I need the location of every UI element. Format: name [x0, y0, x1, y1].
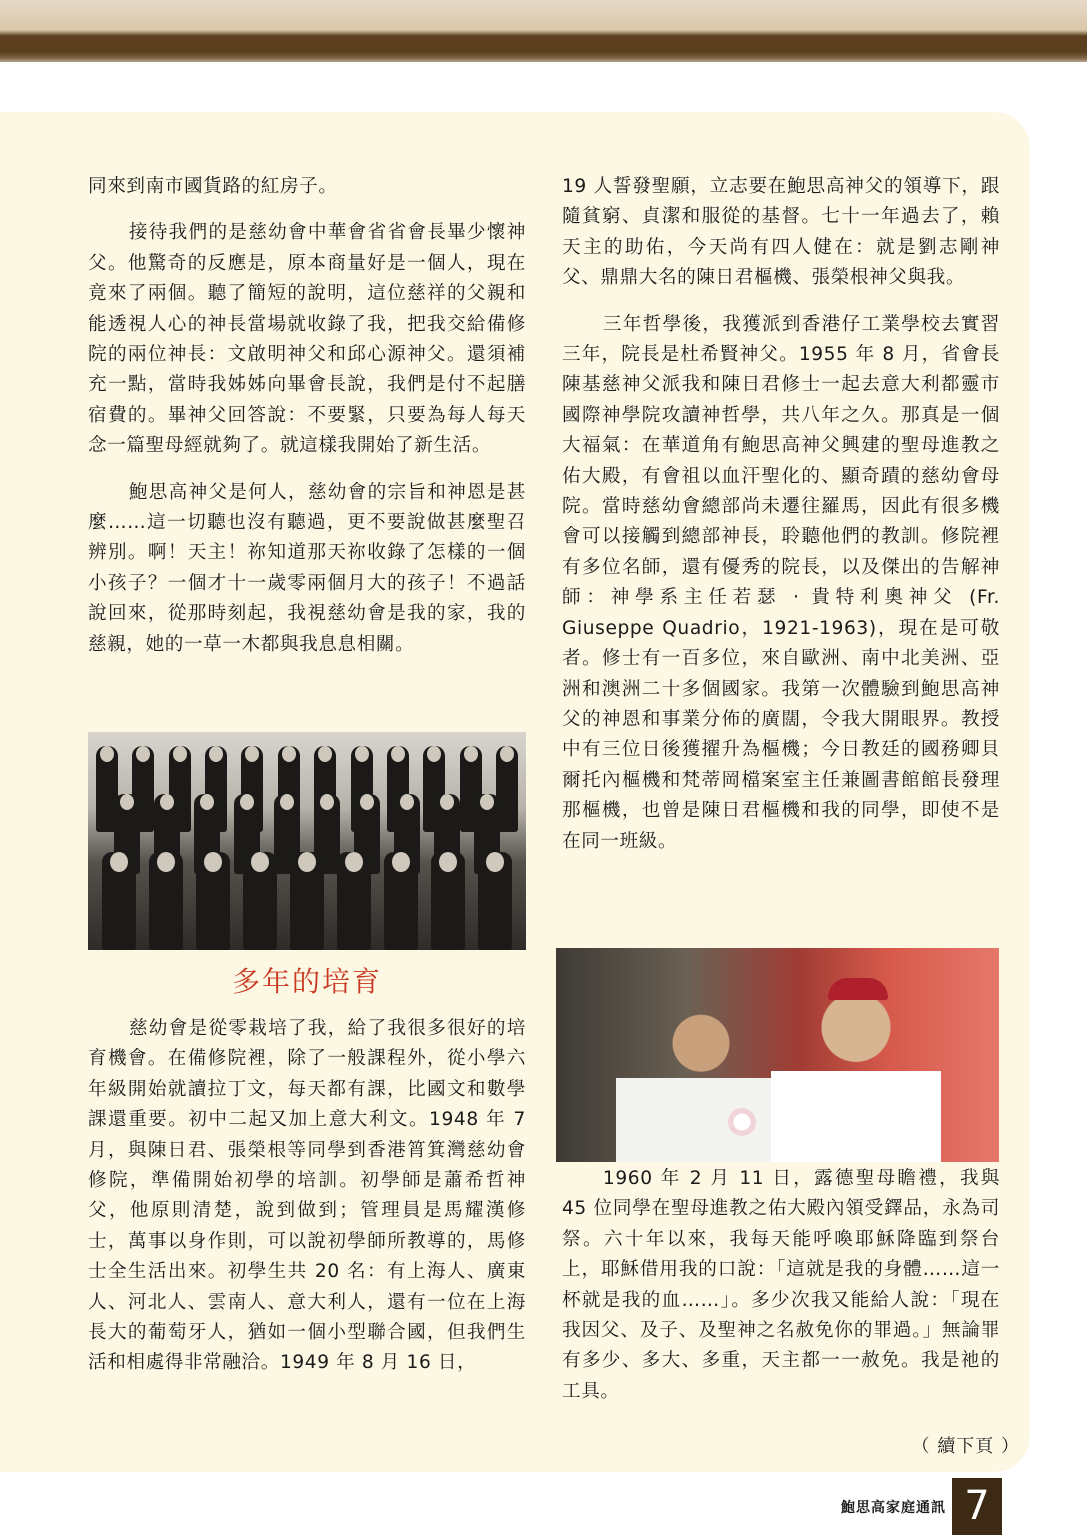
- cardinal-figure: [771, 983, 941, 1162]
- paragraph: 三年哲學後，我獲派到香港仔工業學校去實習三年，院長是杜希賢神父。1955 年 8 月，省會長陳基慈神父派我和陳日君修士一起去意大利都靈市國際神學院攻讀神哲學，共八年之久。那真是一個大福氣：在華道角有鮑思高神父興建的聖母進教之佑大殿，有會祖以血汗聖化的、顯奇蹟的慈幼會母院。當時慈幼會總部尚未遷往羅馬，因此有很多機會可以接觸到總部神長，聆聽他們的教訓。修院裡有多位名師，還有優秀的院長，以及傑出的告解神師：神學系主任若瑟 ‧ 貴特利奧神父 (Fr. Giuseppe Quadrio，1921-1963)，現在是可敬者。修士有一百多位，來自歐洲、南中北美洲、亞洲和澳洲二十多個國家。我第一次體驗到鮑思高神父的神恩和事業分佈的廣闊，令我大開眼界。教授中有三位日後獲擢升為樞機；今日教廷的國務卿貝爾托內樞機和梵蒂岡檔案室主任兼圖書館館長發理那樞機，也曾是陳日君樞機和我的同學，即使不是在同一班級。: [562, 313, 1000, 852]
- continued-note: （ 續下頁 ）: [911, 1436, 1020, 1457]
- ceremony-photo: [556, 948, 999, 1162]
- header-bar: [0, 0, 1087, 62]
- paragraph: 同來到南市國貨路的紅房子。: [88, 176, 338, 197]
- photo-front-row: [102, 852, 512, 950]
- paragraph: 慈幼會是從零栽培了我，給了我很多很好的培育機會。在備修院裡，除了一般課程外，從小學六年級開始就讀拉丁文，每天都有課，比國文和數學課還重要。初中二起又加上意大利文。1948 年 7 月，與陳日君、張榮根等同學到香港筲箕灣慈幼會修院，準備開始初學的培訓。初學師是蕭希哲神父，他原則清楚，說到做到；管理員是馬耀漢修士，萬事以身作則，可以說初學師所教導的，馬修士全生活出來。初學生共 20 名：有上海人、廣東人、河北人、雲南人、意大利人，還有一位在上海長大的葡萄牙人，猶如一個小型聯合國，但我們生活和相處得非常融洽。1949 年 8 月 16 日，: [88, 1018, 526, 1374]
- paragraph: 鮑思高神父是何人，慈幼會的宗旨和神恩是甚麼……這一切聽也沒有聽過，更不要說做甚麼聖召辨別。啊！天主！祢知道那天祢收錄了怎樣的一個小孩子？一個才十一歲零兩個月大的孩子！不過話說回來，從那時刻起，我視慈幼會是我的家，我的慈親，她的一草一木都與我息息相關。: [88, 481, 526, 655]
- left-column: [88, 172, 526, 676]
- priest-figure: [616, 1008, 786, 1162]
- paragraph: 19 人誓發聖願，立志要在鮑思高神父的領導下，跟隨貧窮、貞潔和服從的基督。七十一年過去了，賴天主的助佑，今天尚有四人健在：就是劉志剛神父、鼎鼎大名的陳日君樞機、張榮根神父與我。: [562, 176, 1000, 289]
- corsage-icon: [728, 1108, 756, 1136]
- section-heading: 多年的培育: [231, 965, 382, 998]
- paragraph: 接待我們的是慈幼會中華會省省會長畢少懷神父。他驚奇的反應是，原本商量好是一個人，現在竟來了兩個。聽了簡短的說明，這位慈祥的父親和能透視人心的神長當場就收錄了我，把我交給備修院的兩位神長：文啟明神父和邱心源神父。還須補充一點，當時我姊姊向畢會長說，我們是付不起膳宿費的。畢神父回答說：不要緊，只要為每人每天念一篇聖母經就夠了。就這樣我開始了新生活。: [88, 222, 526, 457]
- publication-name: 鮑思高家庭通訊: [841, 1500, 946, 1516]
- section-body: [88, 1014, 526, 1395]
- group-photo: [88, 732, 526, 950]
- right-column-lower: [562, 1164, 1000, 1423]
- right-column: [562, 172, 1000, 873]
- page-number: 7: [952, 1478, 1002, 1535]
- paragraph: 1960 年 2 月 11 日，露德聖母瞻禮，我與 45 位同學在聖母進教之佑大殿內領受鐸品，永為司祭。六十年以來，我每天能呼喚耶穌降臨到祭台上，耶穌借用我的口說：「這就是我的身體……這一杯就是我的血……」。多少次我又能給人說：「現在我因父、及子、及聖神之名赦免你的罪過。」無論罪有多少、多大、多重，天主都一一赦免。我是祂的工具。: [562, 1168, 1000, 1402]
- cardinal-cap: [828, 978, 888, 1000]
